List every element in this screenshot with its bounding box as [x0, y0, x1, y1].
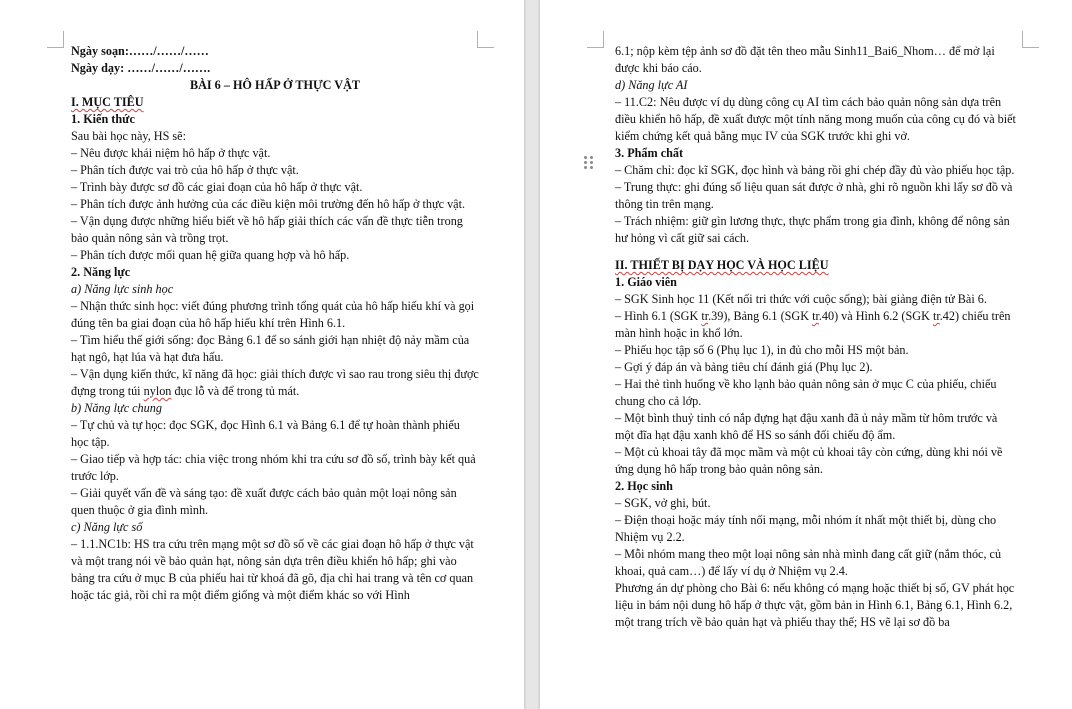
list-item[interactable]: – Trách nhiệm: giữ gìn lương thực, thực phẩm trong gia đình, không để nông sản hư hỏng vì cất giữ sai cách.	[615, 214, 1010, 245]
list-item[interactable]: – Phân tích được mối quan hệ giữa quang hợp và hô hấp.	[71, 248, 350, 262]
text-run: tr	[812, 309, 819, 323]
page-content[interactable]	[615, 43, 1017, 631]
sub-heading[interactable]: a) Năng lực sinh học	[71, 282, 174, 296]
list-item[interactable]: – Trình bày được sơ đồ các giai đoạn của hô hấp ở thực vật.	[71, 180, 363, 194]
paragraph[interactable]: Phương án dự phòng cho Bài 6: nếu không có mạng hoặc thiết bị số, GV phát học liệu in bám nội dung hô hấp ở thực vật, gồm bản in Hình 6.1, Bảng 6.1, Hình 6.2, một trang trích về bảo quản hạt và phiếu thay thế; HS vẽ lại sơ đồ ba	[615, 581, 1015, 629]
subsection-heading[interactable]: 2. Năng lực	[71, 265, 131, 279]
sub-heading[interactable]: d) Năng lực AI	[615, 78, 688, 92]
sub-heading[interactable]: c) Năng lực số	[71, 520, 143, 534]
document-page-left	[0, 0, 524, 709]
date-prepared[interactable]: Ngày soạn:……/……/……	[71, 44, 209, 58]
list-item[interactable]: – Điện thoại hoặc máy tính nối mạng, mỗi nhóm ít nhất một thiết bị, dùng cho Nhiệm vụ 2.2.	[615, 513, 997, 544]
crop-mark	[477, 31, 494, 48]
text-run: tr	[701, 309, 709, 323]
list-item[interactable]: – Trung thực: ghi đúng số liệu quan sát được ở nhà, ghi rõ nguồn khi lấy sơ đồ và thông tin trên mạng.	[615, 180, 1013, 211]
page-content[interactable]	[71, 43, 479, 604]
list-item[interactable]: – Phân tích được ảnh hưởng của các điều kiện môi trường đến hô hấp ở thực vật.	[71, 197, 466, 211]
section-heading-text: II. THIẾT BỊ DẠY HỌC VÀ HỌC LIỆU	[615, 258, 829, 272]
text-run: đục lỗ và để trong tủ mát.	[171, 384, 300, 398]
paragraph[interactable]: 6.1; nộp kèm tệp ảnh sơ đồ đặt tên theo mẫu Sinh11_Bai6_Nhom… để mở lại được khi báo cáo.	[615, 44, 995, 75]
lesson-title[interactable]: BÀI 6 – HÔ HẤP Ở THỰC VẬT	[189, 78, 361, 92]
date-taught[interactable]: Ngày dạy: ……/……/…….	[71, 61, 211, 75]
crop-mark	[1022, 31, 1039, 48]
list-item[interactable]: – Nêu được khái niệm hô hấp ở thực vật.	[71, 146, 271, 160]
list-item[interactable]: – 11.C2: Nêu được ví dụ dùng công cụ AI tìm cách bảo quản nông sản dựa trên điều khiển hô hấp, đề xuất được một tính năng mong muốn của công cụ đó và biết kiểm chứng kết quả bằng mục IV của SGK trước khi ghi vở.	[615, 95, 1016, 143]
list-item[interactable]: – Chăm chỉ: đọc kĩ SGK, đọc hình và bảng rồi ghi chép đầy đủ vào phiếu học tập.	[615, 163, 1015, 177]
document-page-right	[540, 0, 1072, 709]
list-item[interactable]: – Giao tiếp và hợp tác: chia việc trong nhóm khi tra cứu sơ đồ số, trình bày kết quả trước lớp.	[71, 452, 476, 483]
drag-handle-icon[interactable]	[584, 156, 594, 170]
list-item[interactable]: – SGK Sinh học 11 (Kết nối tri thức với cuộc sống); bài giảng điện tử Bài 6.	[615, 292, 987, 306]
list-item[interactable]: – Vận dụng được những hiểu biết về hô hấp giải thích các vấn đề thực tiễn trong bảo quản nông sản và trồng trọt.	[71, 214, 463, 245]
list-item[interactable]: – Nhận thức sinh học: viết đúng phương trình tổng quát của hô hấp hiếu khí và gọi đúng tên ba giai đoạn của hô hấp hiếu khí trên Hình 6.1.	[71, 299, 475, 330]
list-item[interactable]: – Phiếu học tập số 6 (Phụ lục 1), in đủ cho mỗi HS một bản.	[615, 343, 909, 357]
text-run: tr	[932, 309, 940, 323]
subsection-heading[interactable]: 2. Học sinh	[615, 479, 673, 493]
list-item[interactable]: – Tìm hiểu thế giới sống: đọc Bảng 6.1 để so sánh giới hạn nhiệt độ nảy mầm của hạt ngô, hạt lúa và hạt đưa hấu.	[71, 333, 470, 364]
crop-mark	[47, 31, 64, 48]
paragraph[interactable]: Sau bài học này, HS sẽ:	[71, 129, 186, 143]
text-run: .39), Bảng 6.1 (SGK	[708, 309, 813, 323]
list-item[interactable]: – Một bình thuỷ tinh có nắp đựng hạt đậu xanh đã ủ nảy mầm từ hôm trước và một đĩa hạt đậu xanh khô để HS so sánh đối chiếu độ ẩm.	[615, 411, 998, 442]
list-item[interactable]: – Gợi ý đáp án và bảng tiêu chí đánh giá (Phụ lục 2).	[615, 360, 873, 374]
list-item[interactable]: – Một củ khoai tây đã mọc mầm và một củ khoai tây còn cứng, dùng khi nói về ứng dụng hô hấp trong bảo quản nông sản.	[615, 445, 1003, 476]
sub-heading[interactable]: b) Năng lực chung	[71, 401, 162, 415]
subsection-heading[interactable]: 3. Phẩm chất	[615, 146, 684, 160]
text-run: – Vận dụng kiến thức, kĩ năng đã học: giải thích được vì sao rau trong siêu thị được đựng trong túi	[71, 367, 479, 398]
list-item[interactable]: – Hai thẻ tình huống về kho lạnh bảo quản nông sản ở mục C của phiếu, chiếu chung cho cả lớp.	[615, 377, 997, 408]
list-item[interactable]: – SGK, vở ghi, bút.	[615, 496, 711, 510]
crop-mark	[587, 31, 604, 48]
list-item[interactable]	[71, 366, 479, 400]
subsection-heading[interactable]: 1. Giáo viên	[615, 275, 677, 289]
text-run: – Hình 6.1 (SGK	[615, 309, 702, 323]
list-item[interactable]: – Phân tích được vai trò của hô hấp ở thực vật.	[71, 163, 299, 177]
text-run: .40) và Hình 6.2 (SGK	[818, 309, 933, 323]
list-item[interactable]	[615, 308, 1017, 342]
text-run: nylon	[143, 384, 172, 398]
section-heading[interactable]	[71, 94, 479, 111]
list-item[interactable]: – Mỗi nhóm mang theo một loại nông sản nhà mình đang cất giữ (nắm thóc, củ khoai, quả cam…) để lấy ví dụ ở Nhiệm vụ 2.4.	[615, 547, 1002, 578]
text-run: .42) chiếu trên màn hình hoặc in khổ lớn.	[615, 309, 1011, 340]
section-heading-text: I. MỤC TIÊU	[71, 95, 144, 109]
section-heading[interactable]	[615, 257, 1017, 274]
list-item[interactable]: – 1.1.NC1b: HS tra cứu trên mạng một sơ đồ số về các giai đoạn hô hấp ở thực vật và một trang nói về bảo quản hạt, nông sản dựa trên điều khiển hô hấp; ghi vào bảng tra cứu ở mục B của phiếu hai từ khoá đã gõ, địa chỉ hai trang và tên cơ quan hoặc tác giả, rồi chỉ ra một điểm giống và một điểm khác so với Hình	[71, 537, 474, 602]
subsection-heading[interactable]: 1. Kiến thức	[71, 112, 135, 126]
list-item[interactable]: – Giải quyết vấn đề và sáng tạo: đề xuất được cách bảo quản một loại nông sản quen thuộc ở gia đình mình.	[71, 486, 457, 517]
list-item[interactable]: – Tự chủ và tự học: đọc SGK, đọc Hình 6.1 và Bảng 6.1 để tự hoàn thành phiếu học tập.	[71, 418, 460, 449]
